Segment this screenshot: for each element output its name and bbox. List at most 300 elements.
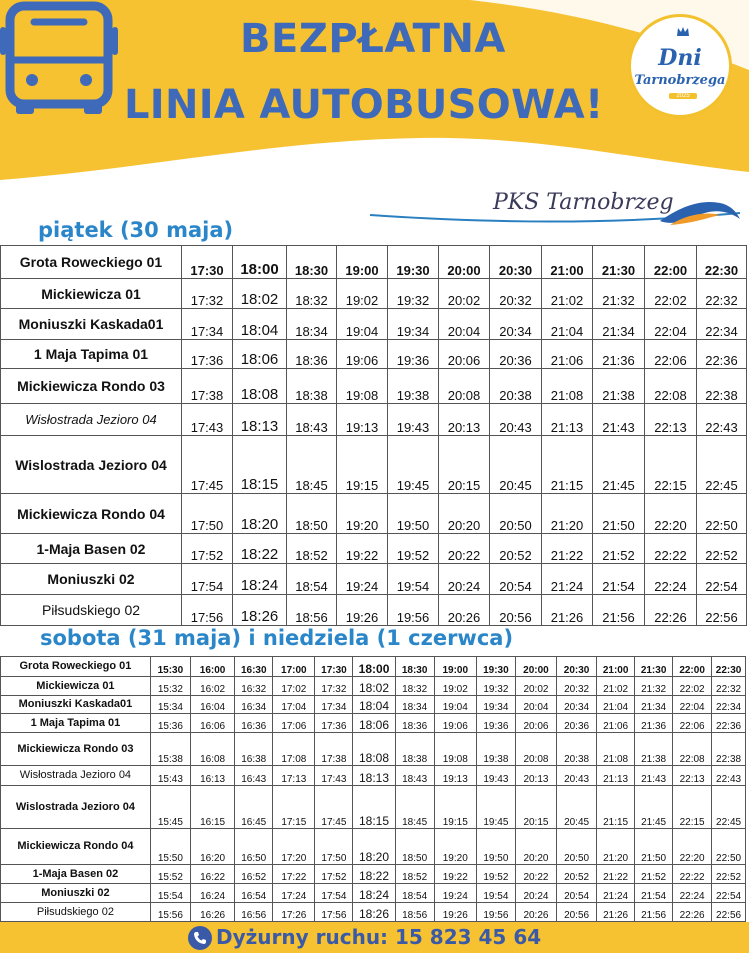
departure-time: 20:45	[557, 786, 597, 829]
departure-time: 18:22	[353, 865, 395, 884]
departure-time: 16:52	[235, 865, 273, 884]
departure-time: 18:56	[287, 595, 337, 626]
departure-time: 18:26	[233, 595, 287, 626]
timetable-row	[1, 786, 746, 829]
departure-time: 21:26	[597, 903, 635, 922]
departure-time: 22:54	[712, 884, 746, 903]
departure-time: 18:04	[353, 696, 395, 714]
logo-year: 2025	[669, 93, 697, 99]
departure-time: 21:32	[593, 279, 645, 309]
departure-time: 16:00	[190, 657, 234, 677]
stop-name: Wislostrada Jezioro 04	[1, 786, 151, 829]
departure-time: 21:56	[635, 903, 673, 922]
departure-time: 18:06	[233, 340, 287, 369]
departure-time: 20:36	[557, 714, 597, 733]
departure-time: 17:32	[315, 677, 353, 696]
departure-time: 22:02	[645, 279, 697, 309]
departure-time: 16:43	[235, 766, 273, 786]
departure-time: 15:32	[150, 677, 190, 696]
departure-time: 19:52	[388, 534, 439, 564]
departure-time: 22:15	[645, 436, 697, 494]
departure-time: 19:32	[388, 279, 439, 309]
departure-time: 22:00	[673, 657, 712, 677]
departure-time: 17:50	[315, 829, 353, 865]
departure-time: 21:04	[597, 696, 635, 714]
departure-time: 21:22	[597, 865, 635, 884]
stop-name: Mickiewicza Rondo 04	[1, 494, 182, 534]
departure-time: 18:06	[353, 714, 395, 733]
departure-time: 21:54	[635, 884, 673, 903]
departure-time: 22:50	[712, 829, 746, 865]
friday-heading: piątek (30 maja)	[38, 218, 234, 242]
departure-time: 21:02	[597, 677, 635, 696]
departure-time: 21:13	[597, 766, 635, 786]
logo-line-1: Dni	[658, 45, 702, 71]
departure-time: 17:15	[273, 786, 315, 829]
timetable-row	[1, 766, 746, 786]
departure-time: 19:26	[434, 903, 476, 922]
departure-time: 22:52	[712, 865, 746, 884]
departure-time: 22:26	[645, 595, 697, 626]
departure-time: 18:20	[233, 494, 287, 534]
departure-time: 21:13	[542, 404, 593, 436]
departure-time: 21:54	[593, 564, 645, 595]
departure-time: 17:30	[315, 657, 353, 677]
departure-time: 18:08	[233, 369, 287, 404]
departure-time: 20:15	[515, 786, 556, 829]
departure-time: 22:56	[712, 903, 746, 922]
timetable-row	[1, 534, 747, 564]
departure-time: 22:34	[697, 309, 747, 340]
departure-time: 22:45	[697, 436, 747, 494]
departure-time: 20:38	[557, 733, 597, 766]
departure-time: 16:34	[235, 696, 273, 714]
timetable-row	[1, 903, 746, 922]
departure-time: 19:06	[337, 340, 388, 369]
departure-time: 17:04	[273, 696, 315, 714]
departure-time: 20:24	[515, 884, 556, 903]
departure-time: 20:36	[490, 340, 542, 369]
departure-time: 16:22	[190, 865, 234, 884]
departure-time: 19:15	[434, 786, 476, 829]
friday-timetable	[0, 245, 747, 626]
departure-time: 20:45	[490, 436, 542, 494]
departure-time: 16:38	[235, 733, 273, 766]
departure-time: 15:56	[150, 903, 190, 922]
departure-time: 22:36	[712, 714, 746, 733]
departure-time: 17:54	[315, 884, 353, 903]
departure-time: 20:13	[439, 404, 490, 436]
departure-time: 21:00	[542, 246, 593, 279]
departure-time: 16:26	[190, 903, 234, 922]
departure-time: 20:13	[515, 766, 556, 786]
departure-time: 22:32	[712, 677, 746, 696]
departure-time: 16:30	[235, 657, 273, 677]
departure-time: 19:43	[476, 766, 515, 786]
departure-time: 18:32	[395, 677, 434, 696]
departure-time: 17:32	[182, 279, 233, 309]
departure-time: 17:52	[182, 534, 233, 564]
timetable-row	[1, 340, 747, 369]
departure-time: 19:20	[337, 494, 388, 534]
departure-time: 22:54	[697, 564, 747, 595]
stop-name: Wisłostrada Jezioro 04	[1, 404, 182, 436]
departure-time: 21:20	[597, 829, 635, 865]
departure-time: 21:08	[542, 369, 593, 404]
title-line-1: BEZPŁATNA	[240, 16, 506, 62]
departure-time: 19:38	[388, 369, 439, 404]
departure-time: 21:43	[593, 404, 645, 436]
departure-time: 18:45	[287, 436, 337, 494]
departure-time: 17:24	[273, 884, 315, 903]
departure-time: 20:08	[515, 733, 556, 766]
departure-time: 20:04	[439, 309, 490, 340]
departure-time: 21:26	[542, 595, 593, 626]
departure-time: 18:36	[287, 340, 337, 369]
timetable-row	[1, 696, 746, 714]
departure-time: 19:04	[337, 309, 388, 340]
departure-time: 19:00	[434, 657, 476, 677]
departure-time: 22:06	[673, 714, 712, 733]
departure-time: 18:08	[353, 733, 395, 766]
departure-time: 19:45	[476, 786, 515, 829]
departure-time: 20:20	[515, 829, 556, 865]
departure-time: 20:04	[515, 696, 556, 714]
departure-time: 19:56	[388, 595, 439, 626]
departure-time: 17:38	[315, 733, 353, 766]
departure-time: 19:08	[434, 733, 476, 766]
departure-time: 21:04	[542, 309, 593, 340]
departure-time: 21:30	[593, 246, 645, 279]
departure-time: 22:13	[645, 404, 697, 436]
departure-time: 20:06	[515, 714, 556, 733]
departure-time: 21:00	[597, 657, 635, 677]
phone-icon	[188, 926, 212, 950]
dni-tarnobrzega-logo	[628, 14, 732, 118]
departure-time: 20:52	[557, 865, 597, 884]
departure-time: 21:45	[593, 436, 645, 494]
departure-time: 22:36	[697, 340, 747, 369]
departure-time: 18:54	[395, 884, 434, 903]
departure-time: 20:24	[439, 564, 490, 595]
timetable-row	[1, 246, 747, 279]
stop-name: Mickiewicza 01	[1, 279, 182, 309]
departure-time: 18:26	[353, 903, 395, 922]
stop-name: 1-Maja Basen 02	[1, 865, 151, 884]
weekend-timetable	[0, 656, 746, 922]
departure-time: 22:22	[645, 534, 697, 564]
departure-time: 19:26	[337, 595, 388, 626]
departure-time: 17:38	[182, 369, 233, 404]
departure-time: 19:43	[388, 404, 439, 436]
departure-time: 16:04	[190, 696, 234, 714]
departure-time: 18:22	[233, 534, 287, 564]
departure-time: 22:30	[712, 657, 746, 677]
departure-time: 21:45	[635, 786, 673, 829]
departure-time: 17:54	[182, 564, 233, 595]
departure-time: 21:56	[593, 595, 645, 626]
departure-time: 18:36	[395, 714, 434, 733]
departure-time: 21:32	[635, 677, 673, 696]
departure-time: 20:02	[439, 279, 490, 309]
departure-time: 17:43	[315, 766, 353, 786]
departure-time: 21:30	[635, 657, 673, 677]
stop-name: Piłsudskiego 02	[1, 595, 182, 626]
departure-time: 17:08	[273, 733, 315, 766]
departure-time: 19:36	[388, 340, 439, 369]
departure-time: 21:15	[542, 436, 593, 494]
departure-time: 20:22	[439, 534, 490, 564]
departure-time: 18:00	[353, 657, 395, 677]
departure-time: 17:02	[273, 677, 315, 696]
departure-time: 21:06	[597, 714, 635, 733]
departure-time: 18:02	[233, 279, 287, 309]
departure-time: 21:36	[593, 340, 645, 369]
departure-time: 19:50	[388, 494, 439, 534]
departure-time: 22:06	[645, 340, 697, 369]
departure-time: 21:34	[593, 309, 645, 340]
departure-time: 16:50	[235, 829, 273, 865]
stop-name: Mickiewicza Rondo 03	[1, 369, 182, 404]
departure-time: 18:45	[395, 786, 434, 829]
departure-time: 17:56	[182, 595, 233, 626]
departure-time: 22:43	[697, 404, 747, 436]
departure-time: 19:24	[434, 884, 476, 903]
departure-time: 19:02	[434, 677, 476, 696]
departure-time: 15:50	[150, 829, 190, 865]
departure-time: 20:52	[490, 534, 542, 564]
departure-time: 19:34	[476, 696, 515, 714]
stop-name: Wislostrada Jezioro 04	[1, 436, 182, 494]
departure-time: 20:56	[490, 595, 542, 626]
timetable-row	[1, 733, 746, 766]
departure-time: 16:24	[190, 884, 234, 903]
departure-time: 21:22	[542, 534, 593, 564]
departure-time: 22:56	[697, 595, 747, 626]
departure-time: 21:52	[593, 534, 645, 564]
departure-time: 19:45	[388, 436, 439, 494]
timetable-row	[1, 595, 747, 626]
stop-name: Piłsudskiego 02	[1, 903, 151, 922]
timetable-row	[1, 494, 747, 534]
stop-name: Grota Roweckiego 01	[1, 246, 182, 279]
departure-time: 17:45	[182, 436, 233, 494]
departure-time: 16:15	[190, 786, 234, 829]
crown-icon	[676, 25, 690, 39]
departure-time: 19:30	[476, 657, 515, 677]
departure-time: 22:08	[645, 369, 697, 404]
departure-time: 16:20	[190, 829, 234, 865]
departure-time: 22:50	[697, 494, 747, 534]
departure-time: 18:04	[233, 309, 287, 340]
departure-time: 18:24	[353, 884, 395, 903]
departure-time: 21:08	[597, 733, 635, 766]
departure-time: 20:34	[490, 309, 542, 340]
departure-time: 22:20	[673, 829, 712, 865]
departure-time: 19:08	[337, 369, 388, 404]
departure-time: 17:34	[182, 309, 233, 340]
departure-time: 19:06	[434, 714, 476, 733]
departure-time: 22:34	[712, 696, 746, 714]
departure-time: 21:52	[635, 865, 673, 884]
departure-time: 21:06	[542, 340, 593, 369]
departure-time: 22:43	[712, 766, 746, 786]
stop-name: 1-Maja Basen 02	[1, 534, 182, 564]
departure-time: 17:34	[315, 696, 353, 714]
departure-time: 19:36	[476, 714, 515, 733]
logo-line-2: Tarnobrzega	[634, 73, 726, 88]
departure-time: 22:26	[673, 903, 712, 922]
departure-time: 21:50	[635, 829, 673, 865]
departure-time: 21:24	[542, 564, 593, 595]
departure-time: 19:38	[476, 733, 515, 766]
departure-time: 21:20	[542, 494, 593, 534]
departure-time: 17:26	[273, 903, 315, 922]
departure-time: 15:34	[150, 696, 190, 714]
departure-time: 22:08	[673, 733, 712, 766]
departure-time: 20:43	[557, 766, 597, 786]
departure-time: 20:22	[515, 865, 556, 884]
departure-time: 17:36	[315, 714, 353, 733]
departure-time: 20:50	[557, 829, 597, 865]
departure-time: 22:24	[645, 564, 697, 595]
departure-time: 18:02	[353, 677, 395, 696]
timetable-row	[1, 369, 747, 404]
departure-time: 21:34	[635, 696, 673, 714]
departure-time: 20:00	[515, 657, 556, 677]
departure-time: 22:38	[697, 369, 747, 404]
departure-time: 15:43	[150, 766, 190, 786]
stop-name: Mickiewicza Rondo 04	[1, 829, 151, 865]
departure-time: 16:36	[235, 714, 273, 733]
operator-name: PKS Tarnobrzeg	[493, 190, 674, 215]
departure-time: 15:30	[150, 657, 190, 677]
departure-time: 17:56	[315, 903, 353, 922]
departure-time: 16:56	[235, 903, 273, 922]
departure-time: 22:32	[697, 279, 747, 309]
departure-time: 22:04	[673, 696, 712, 714]
timetable-row	[1, 564, 747, 595]
departure-time: 20:50	[490, 494, 542, 534]
departure-time: 21:15	[597, 786, 635, 829]
departure-time: 17:30	[182, 246, 233, 279]
departure-time: 18:50	[287, 494, 337, 534]
stop-name: Mickiewicza Rondo 03	[1, 733, 151, 766]
departure-time: 16:13	[190, 766, 234, 786]
stop-name: Wisłostrada Jezioro 04	[1, 766, 151, 786]
departure-time: 20:06	[439, 340, 490, 369]
timetable-row	[1, 714, 746, 733]
departure-time: 22:22	[673, 865, 712, 884]
timetable-row	[1, 309, 747, 340]
title-line-2: LINIA AUTOBUSOWA!	[124, 82, 604, 128]
departure-time: 18:52	[395, 865, 434, 884]
departure-time: 20:30	[490, 246, 542, 279]
departure-time: 21:02	[542, 279, 593, 309]
departure-time: 18:20	[353, 829, 395, 865]
departure-time: 18:24	[233, 564, 287, 595]
departure-time: 19:22	[337, 534, 388, 564]
departure-time: 19:24	[337, 564, 388, 595]
stop-name: 1 Maja Tapima 01	[1, 714, 151, 733]
departure-time: 16:32	[235, 677, 273, 696]
stop-name: Moniuszki 02	[1, 564, 182, 595]
timetable-row	[1, 829, 746, 865]
dispatcher-phone: Dyżurny ruchu: 15 823 45 64	[216, 925, 542, 949]
departure-time: 19:34	[388, 309, 439, 340]
departure-time: 22:00	[645, 246, 697, 279]
departure-time: 20:15	[439, 436, 490, 494]
departure-time: 21:43	[635, 766, 673, 786]
departure-time: 22:20	[645, 494, 697, 534]
departure-time: 20:20	[439, 494, 490, 534]
departure-time: 22:13	[673, 766, 712, 786]
departure-time: 18:34	[395, 696, 434, 714]
departure-time: 20:32	[490, 279, 542, 309]
timetable-row	[1, 865, 746, 884]
departure-time: 22:24	[673, 884, 712, 903]
departure-time: 22:02	[673, 677, 712, 696]
departure-time: 20:00	[439, 246, 490, 279]
departure-time: 20:26	[515, 903, 556, 922]
weekend-heading: sobota (31 maja) i niedziela (1 czerwca)	[40, 626, 514, 650]
departure-time: 18:00	[233, 246, 287, 279]
departure-time: 16:06	[190, 714, 234, 733]
departure-time: 22:15	[673, 786, 712, 829]
departure-time: 18:38	[395, 733, 434, 766]
departure-time: 17:43	[182, 404, 233, 436]
departure-time: 20:34	[557, 696, 597, 714]
departure-time: 16:54	[235, 884, 273, 903]
stop-name: Mickiewicza 01	[1, 677, 151, 696]
timetable-row	[1, 677, 746, 696]
departure-time: 17:50	[182, 494, 233, 534]
departure-time: 19:54	[388, 564, 439, 595]
departure-time: 17:45	[315, 786, 353, 829]
departure-time: 16:08	[190, 733, 234, 766]
departure-time: 17:13	[273, 766, 315, 786]
departure-time: 20:08	[439, 369, 490, 404]
departure-time: 21:36	[635, 714, 673, 733]
departure-time: 20:02	[515, 677, 556, 696]
departure-time: 20:38	[490, 369, 542, 404]
departure-time: 16:02	[190, 677, 234, 696]
departure-time: 18:32	[287, 279, 337, 309]
departure-time: 18:13	[353, 766, 395, 786]
timetable-row	[1, 436, 747, 494]
departure-time: 21:24	[597, 884, 635, 903]
departure-time: 18:38	[287, 369, 337, 404]
departure-time: 22:38	[712, 733, 746, 766]
departure-time: 20:30	[557, 657, 597, 677]
departure-time: 19:50	[476, 829, 515, 865]
departure-time: 19:52	[476, 865, 515, 884]
departure-time: 18:43	[395, 766, 434, 786]
departure-time: 20:56	[557, 903, 597, 922]
departure-time: 18:43	[287, 404, 337, 436]
departure-time: 18:30	[287, 246, 337, 279]
departure-time: 21:50	[593, 494, 645, 534]
departure-time: 19:32	[476, 677, 515, 696]
departure-time: 15:36	[150, 714, 190, 733]
departure-time: 18:15	[353, 786, 395, 829]
timetable-row	[1, 884, 746, 903]
departure-time: 17:52	[315, 865, 353, 884]
departure-time: 19:02	[337, 279, 388, 309]
departure-time: 19:15	[337, 436, 388, 494]
departure-time: 20:54	[490, 564, 542, 595]
departure-time: 19:00	[337, 246, 388, 279]
